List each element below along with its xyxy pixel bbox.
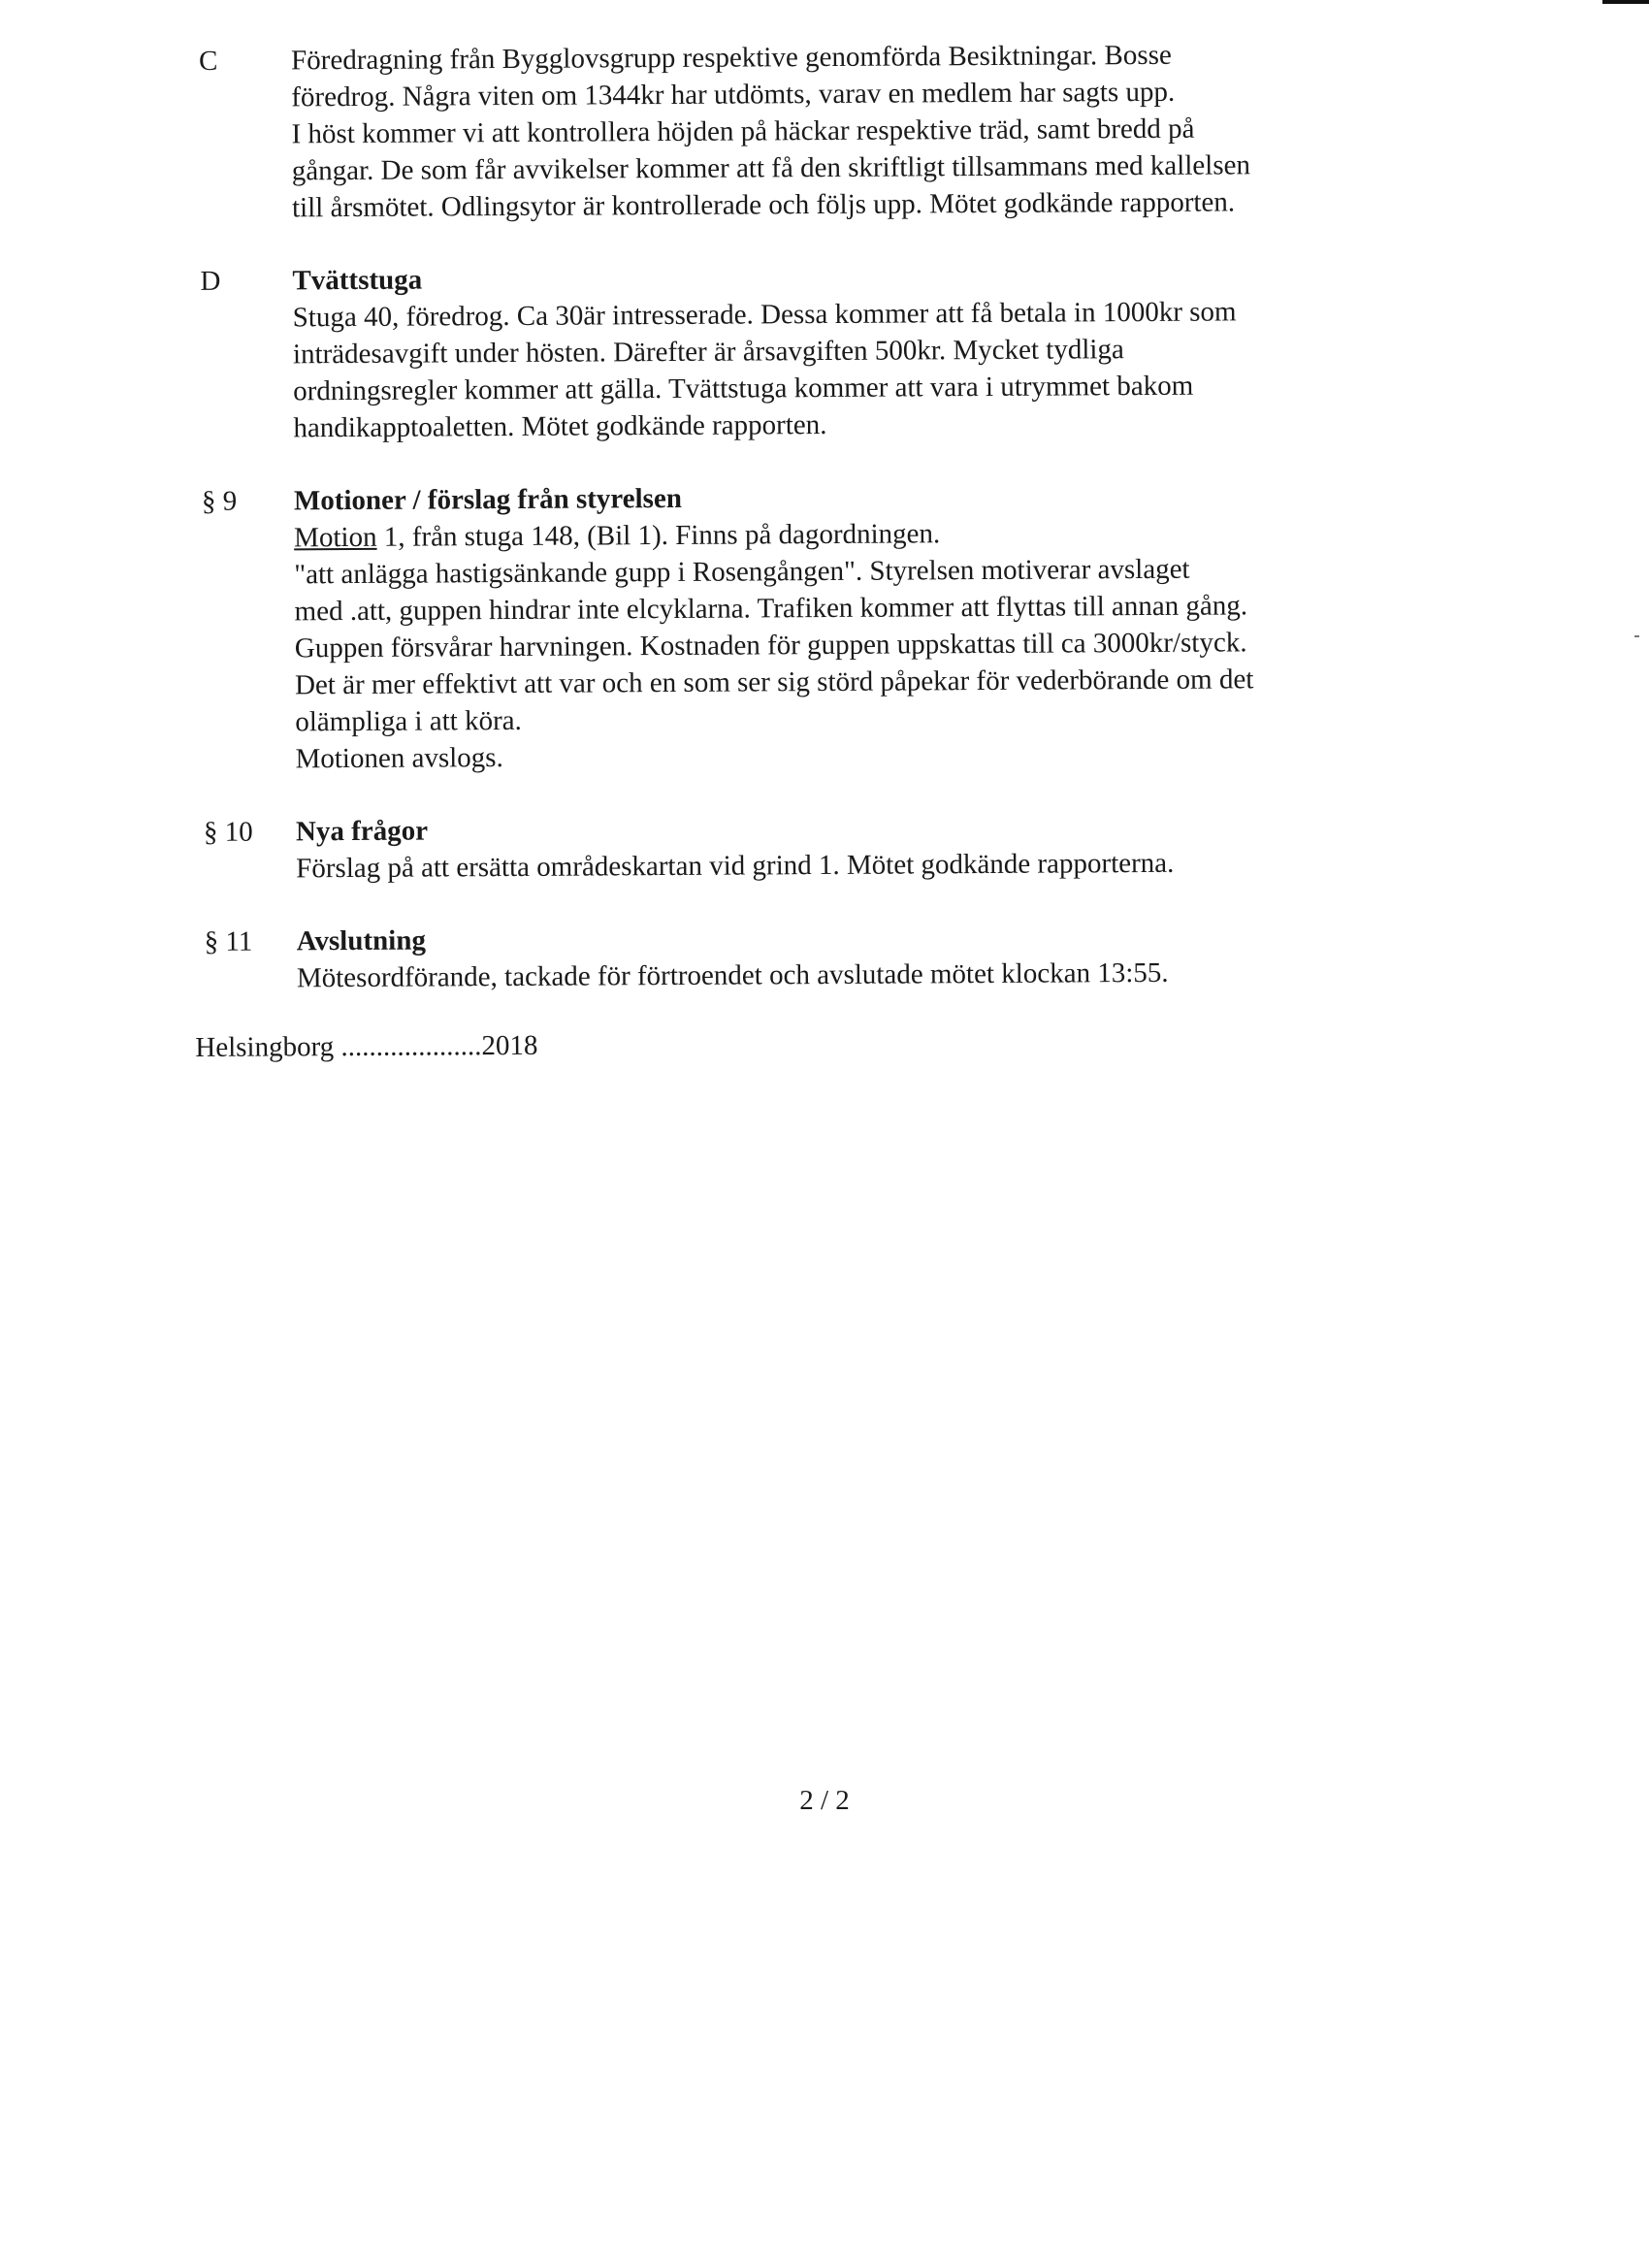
section-line: Guppen försvårar harvningen. Kostnaden för guppen uppskattas till ca 3000kr/styck. xyxy=(294,627,1247,664)
section-c xyxy=(189,35,1412,227)
section-line: handikapptoaletten. Mötet godkände rapporten. xyxy=(293,408,827,444)
section-marker: C xyxy=(199,45,218,77)
section-marker: § 11 xyxy=(204,925,253,957)
section-line: med .att, guppen hindrar inte elcyklarna. Trafiken kommer att flyttas till annan gång. xyxy=(294,590,1248,628)
section-line: Föredragning från Bygglovsgrupp respektive genomförda Besiktningar. Bosse xyxy=(291,39,1172,77)
section-marker: § 9 xyxy=(201,485,238,517)
place-date-line: Helsingborg ....................2018 xyxy=(195,1029,538,1063)
section-line: Det är mer effektivt att var och en som ser sig störd påpekar för vederbörande om det xyxy=(294,664,1254,701)
section-line: Förslag på att ersätta områdeskartan vid grind 1. Mötet godkände rapporterna. xyxy=(296,847,1175,885)
section-heading: Nya frågor xyxy=(295,815,429,848)
section-line: I höst kommer vi att kontrollera höjden på häckar respektive träd, samt bredd på xyxy=(291,113,1195,150)
section-line: gångar. De som får avvikelser kommer att få den skriftligt tillsammans med kallelsen xyxy=(291,149,1251,187)
section-line: Stuga 40, föredrog. Ca 30är intresserade. Dessa kommer att få betala in 1000kr som xyxy=(292,296,1237,334)
section-line: inträdesavgift under hösten. Därefter är årsavgiften 500kr. Mycket tydliga xyxy=(292,334,1124,371)
section-line: föredrog. Några viten om 1344kr har utdömts, varav en medlem har sagts upp. xyxy=(291,76,1176,113)
section-marker: D xyxy=(200,265,221,297)
scan-speck xyxy=(1634,635,1639,637)
minutes-page xyxy=(189,35,1417,1066)
section-heading: Avslutning xyxy=(296,924,426,957)
section-10 xyxy=(194,806,1416,888)
section-line: Mötesordförande, tackade för förtroendet och avslutade mötet klockan 13:55. xyxy=(296,956,1169,994)
section-line: "att anlägga hastigsänkande gupp i Rosengången". Styrelsen motiverar avslaget xyxy=(294,553,1190,591)
section-line: till årsmötet. Odlingsytor är kontrollerade och följs upp. Mötet godkände rapporten. xyxy=(291,186,1236,224)
section-marker: § 10 xyxy=(203,816,253,848)
scan-edge-mark xyxy=(1602,0,1649,4)
section-9 xyxy=(192,475,1416,778)
section-line: olämpliga i att köra. xyxy=(295,704,522,738)
page-number: 2 / 2 xyxy=(799,1785,850,1816)
section-11 xyxy=(195,916,1417,997)
section-heading: Motioner / förslag från styrelsen xyxy=(293,482,683,517)
section-line: Motionen avslogs. xyxy=(295,742,503,775)
section-d xyxy=(190,255,1413,447)
section-line: ordningsregler kommer att gälla. Tvättstuga kommer att vara i utrymmet bakom xyxy=(293,370,1194,407)
section-heading: Tvättstuga xyxy=(292,264,423,297)
motion-label: Motion xyxy=(294,521,377,554)
motion-text: 1, från stuga 148, (Bil 1). Finns på dagordningen. xyxy=(376,518,941,553)
